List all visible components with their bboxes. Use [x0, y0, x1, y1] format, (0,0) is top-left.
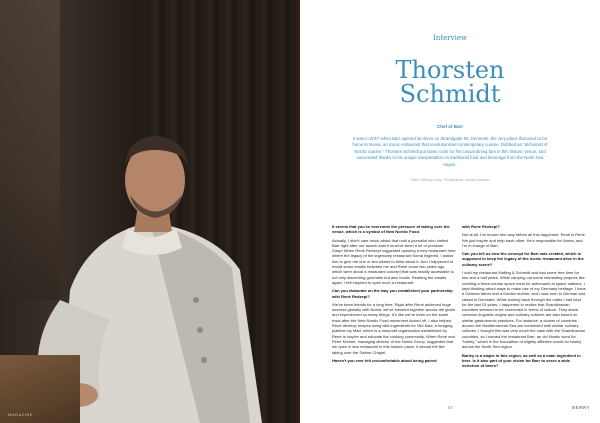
- title-last-name: Schmidt: [399, 80, 501, 108]
- section-kicker: Interview: [433, 34, 467, 42]
- body-column-right: [462, 224, 586, 371]
- paragraph: I sold my restaurant Malling & Schmidt and had some free time for two and a half years. While carrying out some interesting projects like creating a three-course space meal for astronauts at space stations, I kept thinking about ways to make use of my Germany heritage. I have a German father and a Danish mother, and I was born in German and raised in Denmark. While looking back through the notes I had kept for the last 15 years, I happened to realize that Scandinavian countries seemed to be connected in terms of culture. They share common linguistic origins and culinary cultures are also based on similar gastronomic practices. For instance, a cluster of countries around the Mediterranean Sea are connected with similar culinary cultures. I thought this was very much the case with the Scandinavian countries, so I named the restaurant Barr, an old Nordic word for "barley," which is the foundation of slightly different words for barley across the North Sea region.: [462, 270, 586, 350]
- article-title: [300, 58, 600, 106]
- paragraph: Can you tell us how the concept for Barr was created, which is supposed to keep the legacy of the iconic restaurant alive in the culinary scene?: [462, 251, 584, 267]
- paragraph: Can you elaborate on the way you established your partnership with René Redzepi?: [332, 288, 453, 299]
- body-column-left: [332, 224, 456, 366]
- left-folio: MAGAZINE: [8, 412, 33, 417]
- page-number: 67: [448, 405, 454, 410]
- paragraph: Haven't you ever felt uncomfortable about being paired: [332, 357, 437, 363]
- subject-role: Chef of Barr: [436, 124, 463, 129]
- title-first-name: Thorsten: [395, 56, 505, 84]
- paragraph: Barley is a staple in this region, as well as a main ingredient in beer. Is it also part of your vision for Barr to serve a wide selection of beers?: [462, 352, 581, 369]
- paragraph: It seems that you've overcome the pressure of taking over the venue, which is a symbol of New Nordic Food.: [332, 224, 450, 235]
- paragraph: Not at all. I've known him way before all this happened. René is René. We just inspire and help each other. He's responsible for Noma, and I'm in charge of Barr.: [462, 232, 586, 248]
- credits-line: Editor: Seeong Leong · Photographer: Andrea Giordano: [410, 178, 490, 182]
- paragraph: Actually, I didn't care much about that until a journalist who visited Barr right after our launch said it must've been a lot of pressure. Gasp! When René Redzepi suggested opening a new restaurant here where the legacy of the legendary restaurant Noma lingered, I asked him to give me one or two weeks to think about it. And I happened to revisit some emails between me and René some two years ago, which were about a restaurant concept that was readily accessible to not only discerning gourmets but also locals. Reading the emails again, I felt inspired to open such a restaurant.: [332, 237, 456, 285]
- intro-paragraph: It was in 2017 when Barr opened its doors on Strandgade 93, Denmark, the very place that used to be home to Noma, an iconic restaurant that revolutionized contemporary cuisine. Dubbed an "alchemist of Nordic cuisine," Thorsten Schmidt put down roots for his casual dining fare in this historic venue, and succeeded thanks to his unique interpretation on traditional food and beverage from the North Sea region.: [352, 136, 548, 167]
- magazine-brand: BERRY: [572, 405, 591, 410]
- paragraph: with René Redzepi?: [462, 224, 500, 229]
- article-page: [300, 0, 600, 423]
- paragraph: We've been friends for a long time. Right after René achieved huge success globally with Noma, we've traveled together across the globe and experienced so many things. It's like we've been on the same track after the New Nordic Food movement kicked off. I also helped René develop recipes using wild ingredients for Vild Mad, a foraging platform by Mad, which is a nonprofit organization established by René to inspire and educate the cooking community. When René and Peter Kreiner, managing director of the Noma Group, suggested that we open a new restaurant in this historic place, it almost felt like taking over the Sistine Chapel.: [332, 301, 456, 355]
